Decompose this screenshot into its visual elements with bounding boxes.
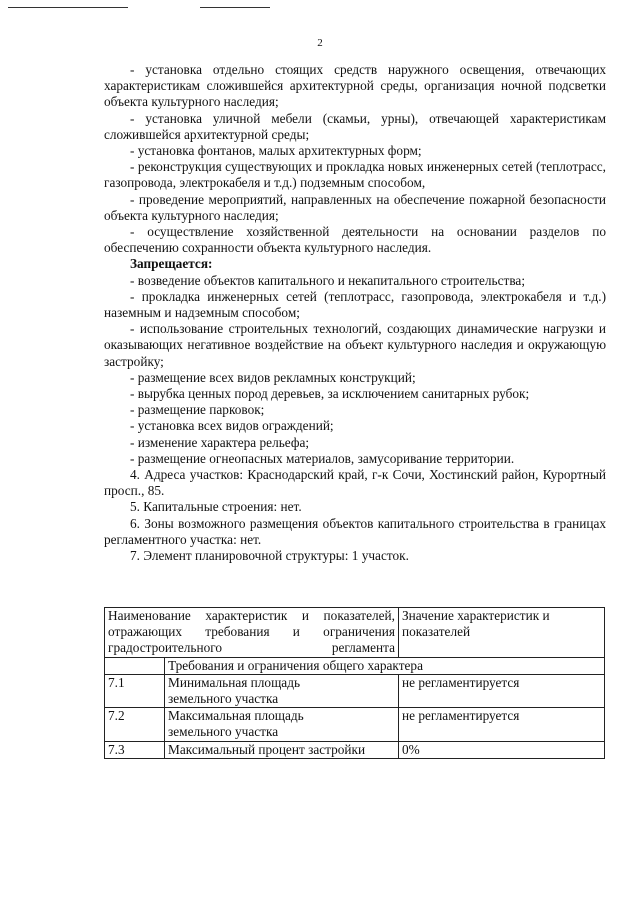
prohibited-item: - размещение всех видов рекламных конструкций; — [130, 369, 416, 385]
page-number: 2 — [317, 37, 323, 49]
table-header-left: Наименование характеристик и показателей, отражающих требования и ограничения градостроительного регламента — [105, 608, 399, 658]
table-row — [105, 674, 605, 707]
prohibited-item: - размещение парковок; — [130, 402, 265, 418]
table-cell-name: Максимальная площадь земельного участка — [165, 708, 399, 741]
prohibited-item: - прокладка инженерных сетей (теплотрасс, газопровода, электрокабеля и т.д.) наземным и надземным способом; — [104, 288, 606, 321]
table-row — [105, 741, 605, 758]
table-row — [105, 708, 605, 741]
table-cell-name: Минимальная площадь земельного участка — [165, 674, 399, 707]
table-cell-value: не регламентируется — [399, 674, 605, 707]
table-cell-num: 7.3 — [105, 741, 165, 758]
table-cell-empty — [105, 657, 165, 674]
table-cell-value: не регламентируется — [399, 708, 605, 741]
prohibited-item: - изменение характера рельефа; — [130, 434, 310, 450]
numbered-item: 7. Элемент планировочной структуры: 1 участок. — [130, 548, 409, 564]
scan-artifact-line — [200, 7, 270, 8]
prohibited-item: - размещение огнеопасных материалов, замусоривание территории. — [130, 450, 515, 466]
numbered-item: 5. Капитальные строения: нет. — [130, 499, 302, 515]
table-header-row — [105, 608, 605, 658]
regulation-table — [104, 607, 605, 759]
numbered-item: 4. Адреса участков: Краснодарский край, г-к Сочи, Хостинский район, Курортный просп., 85. — [104, 467, 606, 499]
paragraph: - установка уличной мебели (скамьи, урны), отвечающей характеристикам сложившейся архитектурной среды; — [104, 110, 606, 142]
table-cell-value: 0% — [399, 741, 605, 758]
prohibited-item: - использование строительных технологий, создающих динамические нагрузки и оказывающих негативное воздействие на объект культурного наследия и окружающую застройку; — [104, 321, 606, 369]
paragraph: - реконструкция существующих и прокладка новых инженерных сетей (теплотрасс, газопровода, электрокабеля и т.д.) подземным способом, — [104, 159, 606, 191]
table-cell-num: 7.2 — [105, 708, 165, 741]
prohibited-item: - установка всех видов ограждений; — [130, 418, 334, 434]
scan-artifact-line — [8, 7, 128, 8]
prohibited-item: - возведение объектов капитального и некапитального строительства; — [130, 272, 526, 288]
document-body — [104, 62, 606, 564]
prohibited-item: - вырубка ценных пород деревьев, за исключением санитарных рубок; — [130, 386, 530, 402]
table-section-row — [105, 657, 605, 674]
prohibited-heading: Запрещается: — [130, 256, 213, 272]
table-cell-name: Максимальный процент застройки — [165, 741, 399, 758]
table-section-title: Требования и ограничения общего характера — [165, 657, 605, 674]
paragraph: - установка отдельно стоящих средств наружного освещения, отвечающих характеристикам сложившейся архитектурной среды, организация ночной подсветки объекта культурного наследия; — [104, 62, 606, 110]
table-header-right: Значение характеристик и показателей — [399, 608, 605, 658]
paragraph: - осуществление хозяйственной деятельности на основании разделов по обеспечению сохранности объекта культурного наследия. — [104, 224, 606, 256]
paragraph: - установка фонтанов, малых архитектурных форм; — [130, 143, 422, 159]
table-cell-num: 7.1 — [105, 674, 165, 707]
numbered-item: 6. Зоны возможного размещения объектов капитального строительства в границах регламентного участка: нет. — [104, 515, 606, 547]
paragraph: - проведение мероприятий, направленных на обеспечение пожарной безопасности объекта культурного наследия; — [104, 191, 606, 223]
